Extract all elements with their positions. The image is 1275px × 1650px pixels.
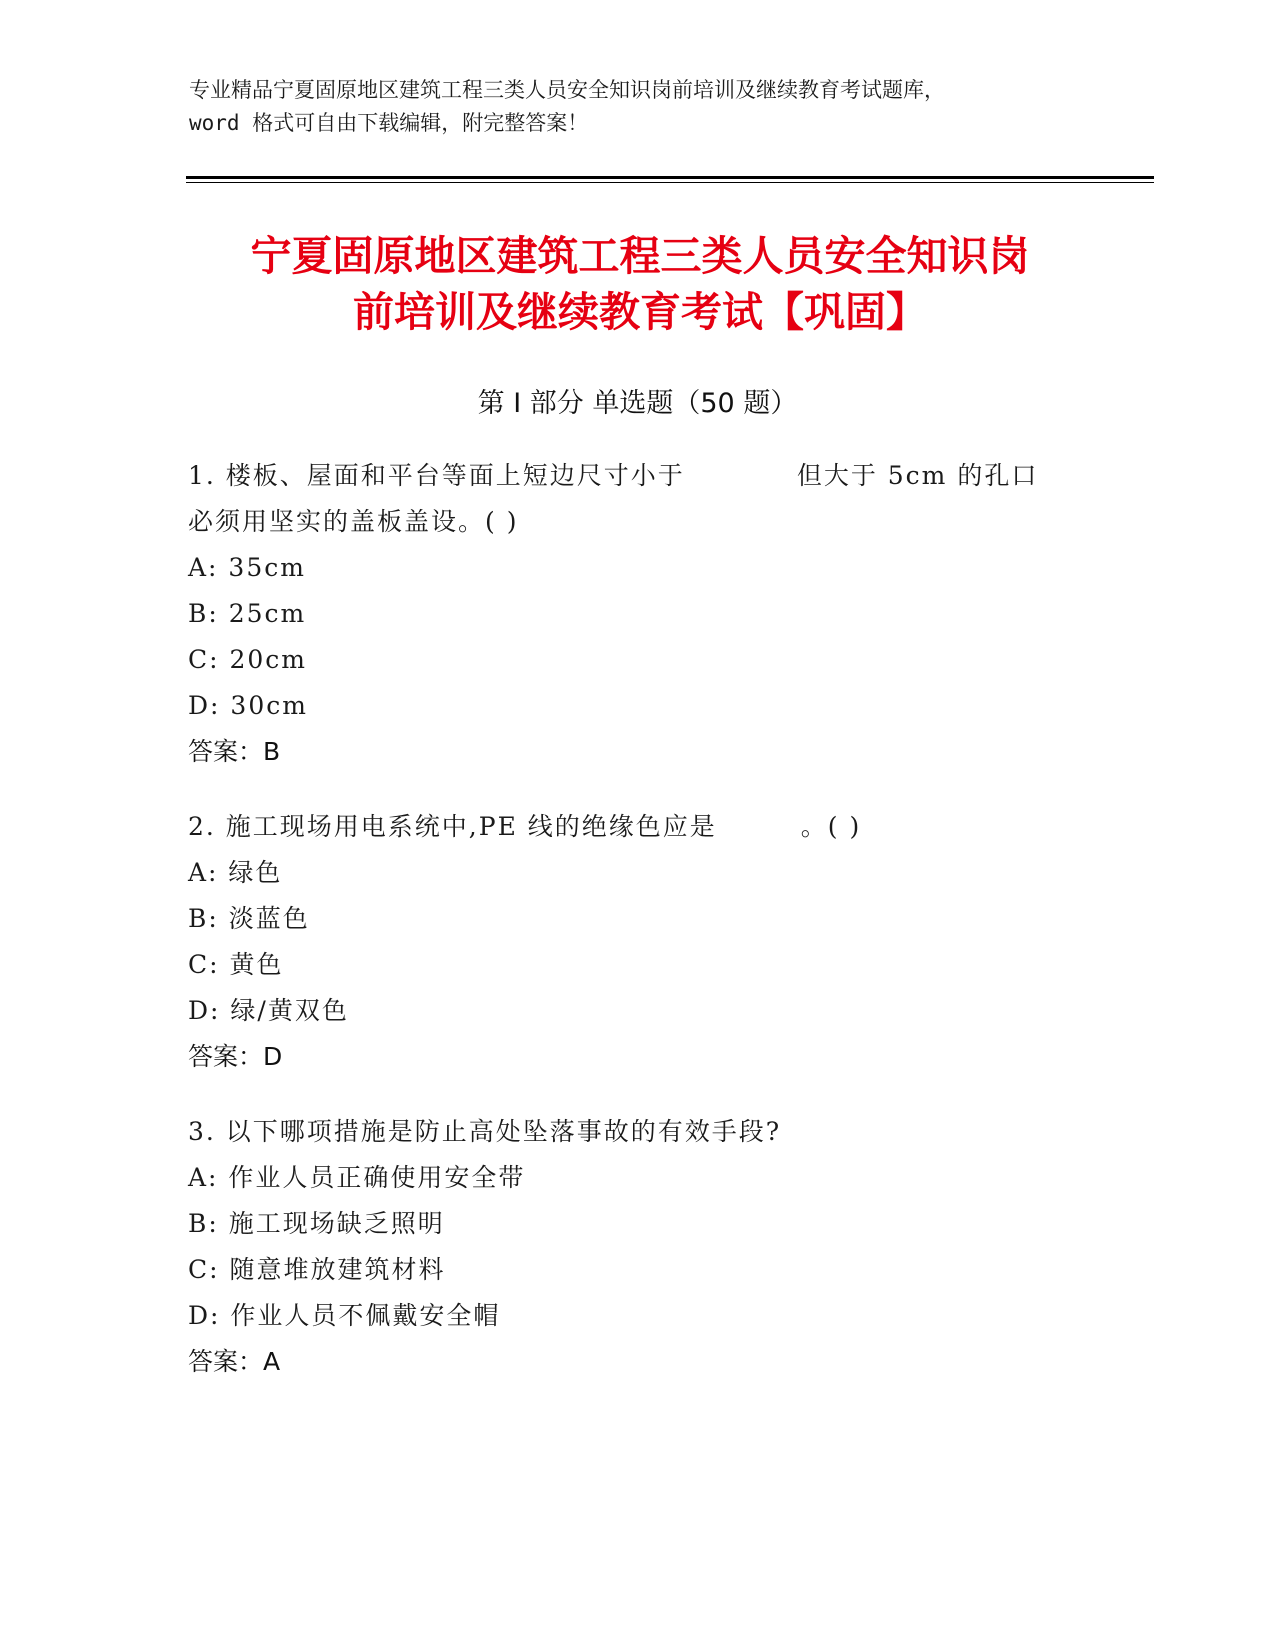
option-b: B: 淡蓝色 (188, 904, 310, 933)
option-b: B: 25cm (188, 599, 307, 628)
question-stem-text: 2. 施工现场用电系统中,PE 线的绝缘色应是 (188, 812, 717, 841)
question-stem: 3. 以下哪项措施是防止高处坠落事故的有效手段? (188, 1117, 782, 1146)
header-note-line-1: 专业精品宁夏固原地区建筑工程三类人员安全知识岗前培训及继续教育考试题库， (189, 78, 945, 102)
header-rule-thick (186, 176, 1154, 179)
option-a: A: 绿色 (188, 858, 283, 887)
option-a: A: 35cm (188, 553, 306, 582)
document-title (180, 228, 1100, 340)
option-b: B: 施工现场缺乏照明 (188, 1209, 445, 1238)
header-note-line-2: word 格式可自由下载编辑，附完整答案！ (189, 111, 589, 135)
option-d: D: 作业人员不佩戴安全帽 (188, 1301, 501, 1330)
header-rule-thin (186, 182, 1154, 183)
answer: 答案：D (188, 1042, 283, 1071)
option-c: C: 黄色 (188, 950, 284, 979)
question-stem-text-continued: 但大于 5cm 的孔口 (796, 461, 1039, 490)
option-c: C: 随意堆放建筑材料 (188, 1255, 446, 1284)
question-stem (188, 453, 1088, 499)
option-a: A: 作业人员正确使用安全带 (188, 1163, 526, 1192)
option-d: D: 30cm (188, 691, 308, 720)
question-stem-text-continued: 。( ) (800, 812, 862, 841)
document-title-line-1: 宁夏固原地区建筑工程三类人员安全知识岗 (250, 232, 1030, 280)
question-2 (188, 804, 1088, 1080)
option-c: C: 20cm (188, 645, 308, 674)
answer: 答案：A (188, 1347, 281, 1376)
question-stem-text: 1. 楼板、屋面和平台等面上短边尺寸小于 (188, 461, 685, 490)
header-note (189, 74, 1089, 140)
question-1 (188, 453, 1088, 775)
answer: 答案：B (188, 737, 281, 766)
document-title-line-2: 前培训及继续教育考试【巩固】 (353, 288, 927, 336)
question-stem (188, 804, 1088, 850)
option-d: D: 绿/黄双色 (188, 996, 349, 1025)
section-title: 第 I 部分 单选题（50 题） (477, 388, 798, 419)
question-3 (188, 1109, 1088, 1385)
question-stem-line-2: 必须用坚实的盖板盖设。( ) (188, 507, 519, 536)
